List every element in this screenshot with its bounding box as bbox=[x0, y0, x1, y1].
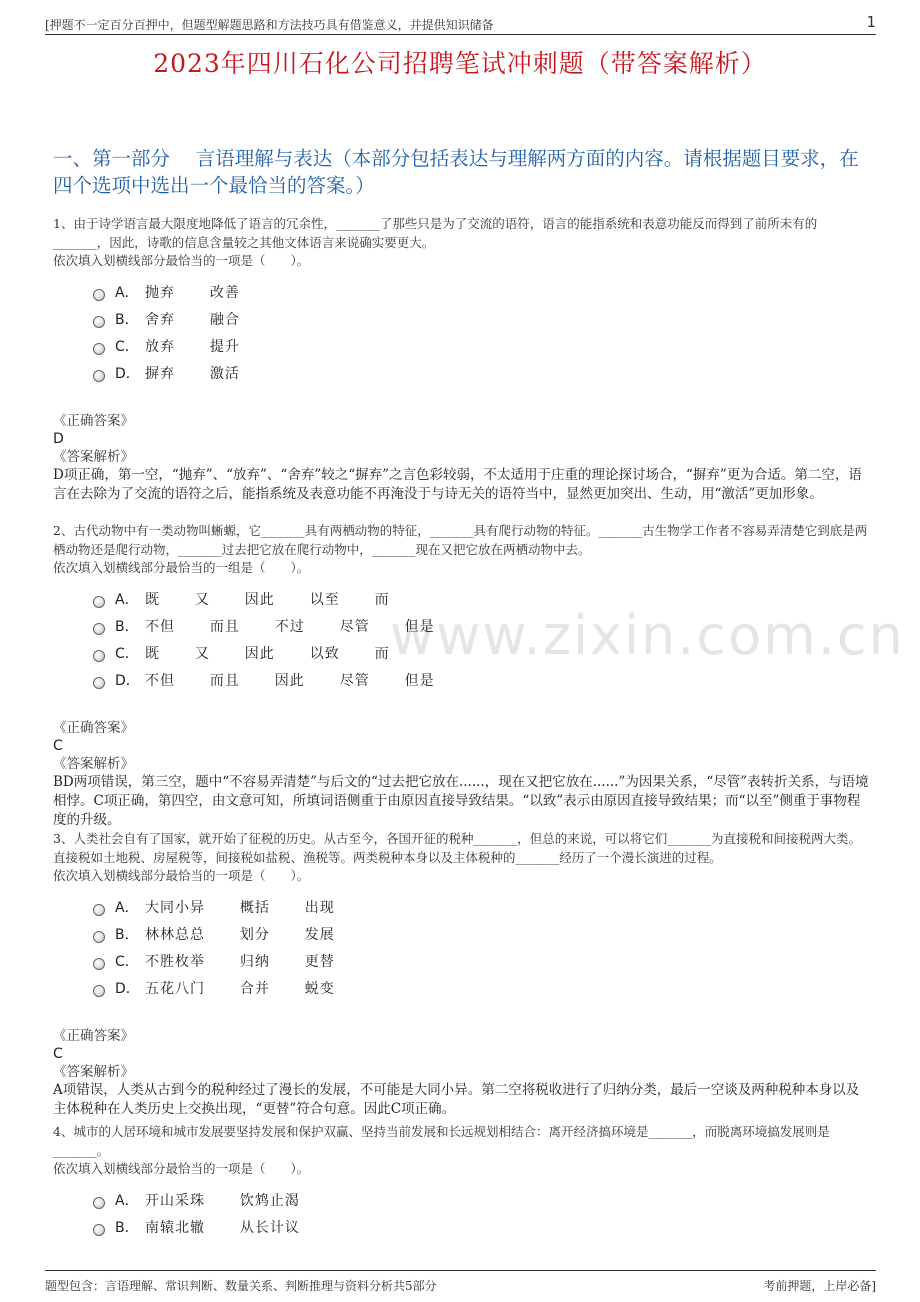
document-title: 2023年四川石化公司招聘笔试冲刺题（带答案解析） bbox=[153, 49, 767, 78]
option-d[interactable]: D． 不但 而且 因此 尽管 但是 bbox=[93, 666, 870, 693]
page-number: 1 bbox=[866, 13, 876, 31]
question-stem: 3、人类社会自有了国家，就开始了征税的历史。从古至今，各国开征的税种_______，但总的来说，可以将它们_______为直接税和间接税两大类。直接税如土地税、房屋税等，间接税如盐税、渔税等。两类税种本身以及主体税种的_______经历了一个漫长演进的过程。 bbox=[53, 831, 861, 865]
option-b[interactable]: B． 林林总总 划分 发展 bbox=[93, 920, 870, 947]
correct-answer: D bbox=[53, 431, 64, 447]
section-heading: 一、第一部分 言语理解与表达（本部分包括表达与理解两方面的内容。请根据题目要求，在四个选项中选出一个最恰当的答案。） bbox=[53, 147, 859, 197]
page-footer bbox=[45, 1270, 876, 1302]
option-c[interactable]: C． 不胜枚举 归纳 更替 bbox=[93, 947, 870, 974]
answer-explanation: A项错误，人类从古到今的税种经过了漫长的发展，不可能是大同小异。第二空将税收进行了归纳分类，最后一空谈及两种税种本身以及主体税种在人类历史上交换出现，“更替”符合句意。因此C项正确。 bbox=[53, 1082, 860, 1117]
radio-icon[interactable] bbox=[93, 677, 105, 689]
answer-block bbox=[53, 412, 870, 504]
radio-icon[interactable] bbox=[93, 596, 105, 608]
correct-answer: C bbox=[53, 738, 63, 754]
radio-icon[interactable] bbox=[93, 985, 105, 997]
radio-icon[interactable] bbox=[93, 650, 105, 662]
analysis-label: 《答案解析》 bbox=[53, 756, 134, 772]
option-list bbox=[53, 893, 870, 1001]
answer-label: 《正确答案》 bbox=[53, 1028, 134, 1044]
option-c[interactable]: C． 既 又 因此 以致 而 bbox=[93, 639, 870, 666]
question-ask: 依次填入划横线部分最恰当的一项是（ ）。 bbox=[53, 868, 310, 883]
question-4 bbox=[53, 1122, 870, 1240]
question-stem: 1、由于诗学语言最大限度地降低了语言的冗余性，_______了那些只是为了交流的语符，语言的能指系统和表意功能反而得到了前所未有的_______，因此，诗歌的信息含量较之其他文体语言来说确实要更大。 bbox=[53, 216, 818, 250]
answer-block bbox=[53, 719, 870, 830]
radio-icon[interactable] bbox=[93, 343, 105, 355]
radio-icon[interactable] bbox=[93, 931, 105, 943]
radio-icon[interactable] bbox=[93, 370, 105, 382]
correct-answer: C bbox=[53, 1046, 63, 1062]
option-b[interactable]: B． 舍弃 融合 bbox=[93, 305, 870, 332]
option-list bbox=[53, 585, 870, 693]
header-note: [押题不一定百分百押中，但题型解题思路和方法技巧具有借鉴意义，并提供知识储备 bbox=[45, 18, 494, 32]
radio-icon[interactable] bbox=[93, 1224, 105, 1236]
answer-label: 《正确答案》 bbox=[53, 413, 134, 429]
question-3 bbox=[53, 829, 870, 1119]
footer-right-text: 考前押题，上岸必备] bbox=[763, 1279, 876, 1293]
page-header bbox=[45, 12, 876, 35]
watermark: www.zixin.com.cn bbox=[390, 604, 905, 667]
answer-label: 《正确答案》 bbox=[53, 720, 134, 736]
answer-explanation: D项正确，第一空，“抛弃”、“放弃”、“舍弃”较之“摒弃”之言色彩较弱，不太适用于庄重的理论探讨场合，“摒弃”更为合适。第二空，语言在去除为了交流的语符之后，能指系统及表意功能不再淹没于与诗无关的语符当中，显然更加突出、生动，用“激活”更加形象。 bbox=[53, 467, 862, 502]
radio-icon[interactable] bbox=[93, 958, 105, 970]
question-ask: 依次填入划横线部分最恰当的一项是（ ）。 bbox=[53, 1161, 310, 1176]
option-a[interactable]: A． 大同小异 概括 出现 bbox=[93, 893, 870, 920]
option-list bbox=[53, 1186, 870, 1240]
analysis-label: 《答案解析》 bbox=[53, 1064, 134, 1080]
radio-icon[interactable] bbox=[93, 289, 105, 301]
option-a[interactable]: A． 抛弃 改善 bbox=[93, 278, 870, 305]
answer-explanation: BD两项错误，第三空，题中“不容易弄清楚”与后文的“过去把它放在......，现在又把它放在......”为因果关系，“尽管”表转折关系，与语境相悖。C项正确，第四空，由文意可知，所填词语侧重于由原因直接导致结果。“以致”表示由原因直接导致结果；而“以至”侧重于事物程度的升级。 bbox=[53, 774, 869, 828]
question-ask: 依次填入划横线部分最恰当的一组是（ ）。 bbox=[53, 560, 310, 575]
analysis-label: 《答案解析》 bbox=[53, 449, 134, 465]
question-stem: 2、古代动物中有一类动物叫蜥螈，它_______具有两栖动物的特征，_______具有爬行动物的特征。_______古生物学工作者不容易弄清楚它到底是两栖动物还是爬行动物，_______过去把它放在爬行动物中，_______现在又把它放在两栖动物中去。 bbox=[53, 523, 868, 557]
option-d[interactable]: D． 摒弃 激活 bbox=[93, 359, 870, 386]
option-list bbox=[53, 278, 870, 386]
question-ask: 依次填入划横线部分最恰当的一项是（ ）。 bbox=[53, 253, 310, 268]
radio-icon[interactable] bbox=[93, 904, 105, 916]
option-a[interactable]: A． 既 又 因此 以至 而 bbox=[93, 585, 870, 612]
radio-icon[interactable] bbox=[93, 1197, 105, 1209]
footer-left-text: 题型包含：言语理解、常识判断、数量关系、判断推理与资料分析共5部分 bbox=[45, 1279, 437, 1293]
radio-icon[interactable] bbox=[93, 316, 105, 328]
option-d[interactable]: D． 五花八门 合并 蜕变 bbox=[93, 974, 870, 1001]
option-a[interactable]: A． 开山采珠 饮鸩止渴 bbox=[93, 1186, 870, 1213]
option-b[interactable]: B． 不但 而且 不过 尽管 但是 bbox=[93, 612, 870, 639]
option-b[interactable]: B． 南辕北辙 从长计议 bbox=[93, 1213, 870, 1240]
question-1 bbox=[53, 214, 870, 504]
radio-icon[interactable] bbox=[93, 623, 105, 635]
question-stem: 4、城市的人居环境和城市发展要坚持发展和保护双赢、坚持当前发展和长远规划相结合：离开经济搞环境是_______，而脱离环境搞发展则是_______。 bbox=[53, 1124, 830, 1158]
question-2 bbox=[53, 521, 870, 830]
answer-block bbox=[53, 1027, 870, 1119]
option-c[interactable]: C． 放弃 提升 bbox=[93, 332, 870, 359]
